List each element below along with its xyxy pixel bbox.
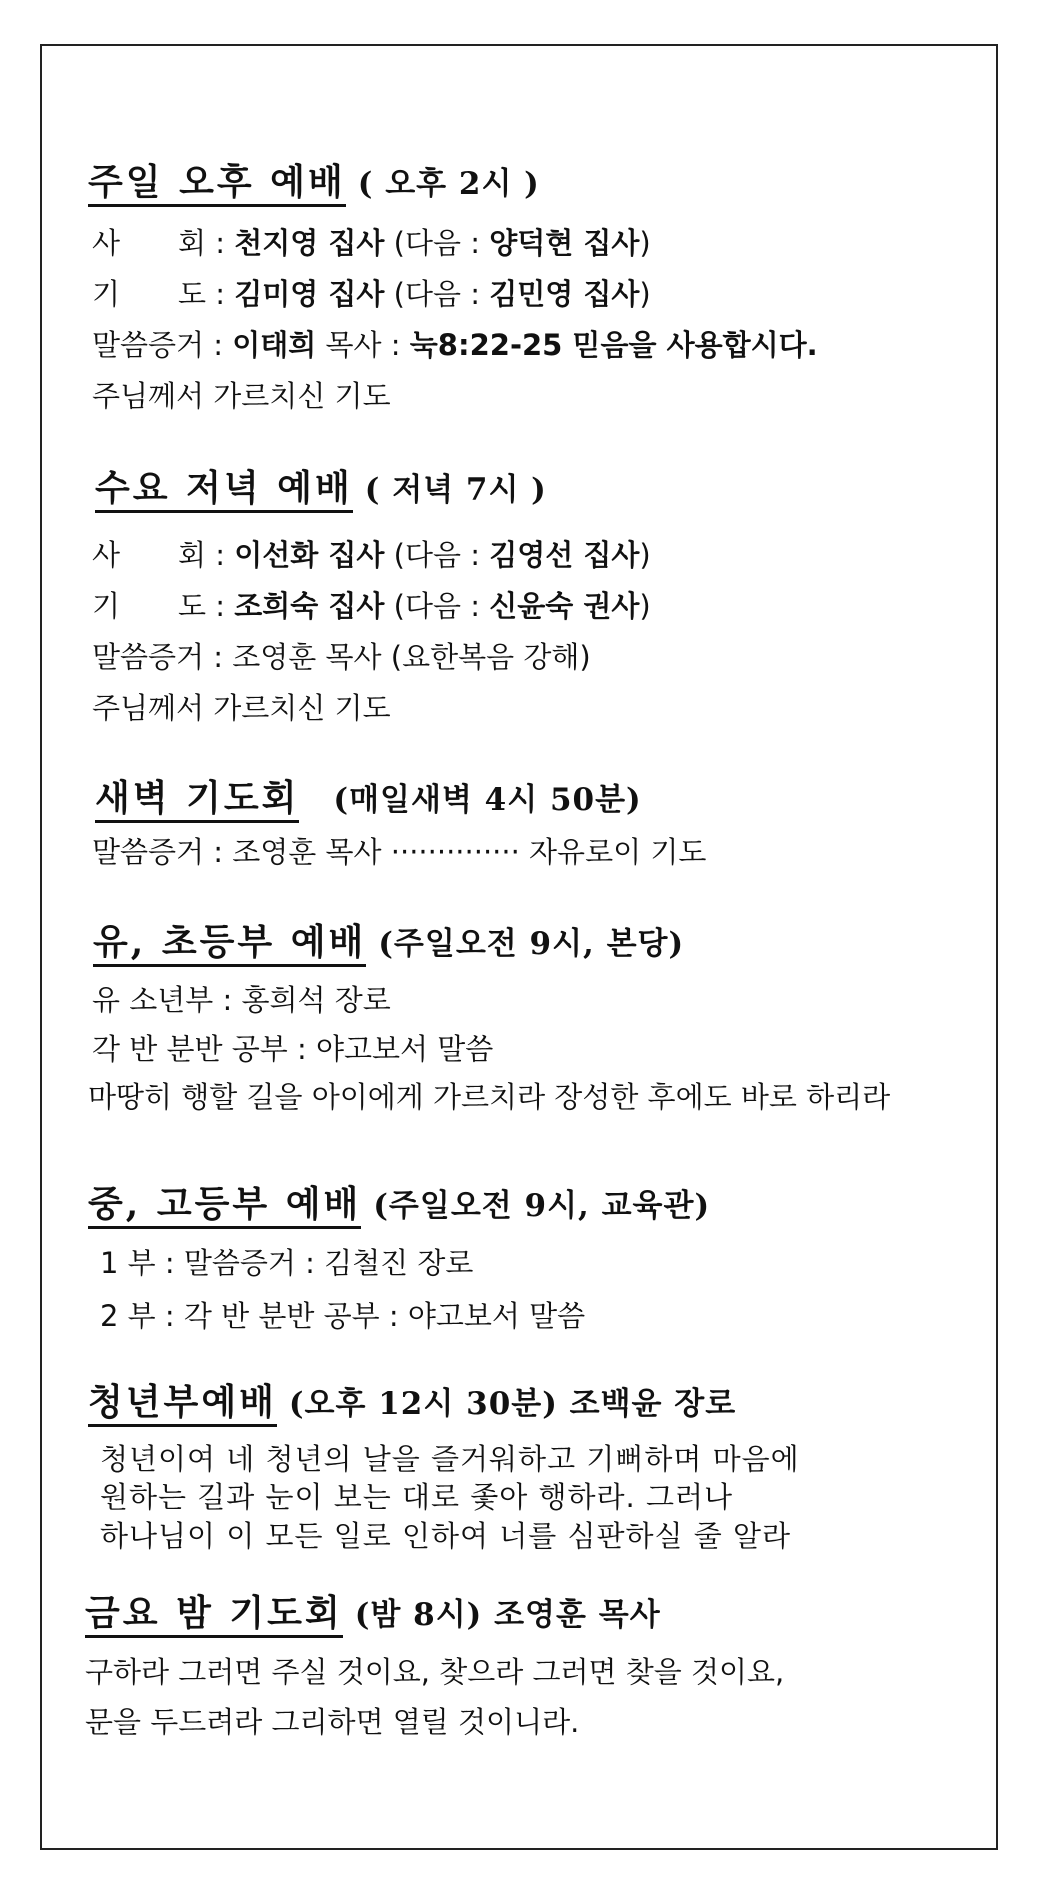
preacher-name: 이태희 — [232, 328, 317, 362]
prayer-line — [92, 586, 651, 626]
paren-close: ) — [639, 226, 651, 260]
label-part: 회 — [178, 226, 207, 260]
next-label: (다음 : — [384, 589, 490, 623]
part2-line: 2 부 : 각 반 분반 공부 : 야고보서 말씀 — [100, 1299, 586, 1333]
next-label: (다음 : — [384, 226, 490, 260]
next-presider-name: 김영선 집사 — [489, 538, 640, 572]
verse-line: 마땅히 행할 길을 아이에게 가르치라 장성한 후에도 바로 하리라 — [88, 1080, 891, 1114]
section-title-text: 유, 초등부 예배 — [93, 921, 366, 967]
prayer-leader-name: 조희숙 집사 — [234, 589, 385, 623]
preacher-role: 목사 : — [316, 328, 410, 362]
paren-close: ) — [639, 589, 651, 623]
presider-name: 천지영 집사 — [234, 226, 385, 260]
colon: : — [206, 589, 235, 623]
leader-line: 유 소년부 : 홍희석 장로 — [92, 983, 391, 1017]
verse-line: 문을 두드려라 그리하면 열릴 것이니라. — [85, 1705, 580, 1739]
section-title-text: 주일 오후 예배 — [88, 161, 346, 207]
section-subtitle: (주일오전 9시, 교육관) — [373, 1188, 711, 1224]
sermon-line: 말씀증거 : 조영훈 목사 (요한복음 강해) — [92, 640, 591, 674]
section-title-youth — [88, 1182, 710, 1228]
section-title-friday-prayer — [85, 1591, 661, 1637]
verse-line: 원하는 길과 눈이 보는 대로 좇아 행하라. 그러나 — [100, 1480, 734, 1514]
sermon-line — [92, 325, 818, 365]
section-title-dawn-prayer — [95, 776, 642, 822]
section-subtitle: (오후 12시 30분) 조백윤 장로 — [288, 1386, 737, 1422]
prayer-line — [92, 274, 651, 314]
presider-line — [92, 223, 651, 263]
study-line: 각 반 분반 공부 : 야고보서 말씀 — [92, 1032, 494, 1066]
colon: : — [206, 538, 235, 572]
sermon-line: 말씀증거 : 조영훈 목사 ·············· 자유로이 기도 — [92, 835, 707, 869]
section-title-wednesday-evening — [95, 466, 547, 512]
next-label: (다음 : — [384, 538, 490, 572]
section-title-text: 금요 밤 기도회 — [85, 1592, 343, 1638]
section-title-sunday-afternoon — [88, 160, 540, 206]
lords-prayer-line: 주님께서 가르치신 기도 — [92, 379, 391, 413]
section-subtitle: (매일새벽 4시 50분) — [333, 782, 642, 818]
paren-close: ) — [639, 538, 651, 572]
label-part: 사 — [92, 538, 121, 572]
colon: : — [206, 277, 235, 311]
sermon-label: 말씀증거 — [92, 328, 205, 362]
section-title-young-adult — [88, 1380, 736, 1426]
section-title-text: 수요 저녁 예배 — [95, 467, 353, 513]
next-prayer-leader-name: 신윤숙 권사 — [489, 589, 640, 623]
prayer-leader-name: 김미영 집사 — [234, 277, 385, 311]
section-subtitle: ( 저녁 7시 ) — [364, 472, 547, 508]
next-label: (다음 : — [384, 277, 490, 311]
section-title-text: 청년부예배 — [88, 1381, 277, 1427]
section-title-children — [93, 920, 684, 966]
colon: : — [204, 328, 233, 362]
next-prayer-leader-name: 김민영 집사 — [489, 277, 640, 311]
label-part: 회 — [178, 538, 207, 572]
verse-line: 하나님이 이 모든 일로 인하여 너를 심판하실 줄 알라 — [100, 1519, 792, 1553]
lords-prayer-line: 주님께서 가르치신 기도 — [92, 691, 391, 725]
sermon-title: 눅8:22-25 믿음을 사용합시다. — [409, 328, 818, 362]
section-subtitle: (밤 8시) 조영훈 목사 — [354, 1597, 661, 1633]
presider-name: 이선화 집사 — [234, 538, 385, 572]
next-presider-name: 양덕현 집사 — [489, 226, 640, 260]
section-title-text: 중, 고등부 예배 — [88, 1183, 361, 1229]
label-part: 사 — [92, 226, 121, 260]
section-title-text: 새벽 기도회 — [95, 777, 299, 823]
label-part: 기 — [92, 277, 121, 311]
label-part: 도 — [178, 277, 207, 311]
label-part: 기 — [92, 589, 121, 623]
colon: : — [206, 226, 235, 260]
label-part: 도 — [178, 589, 207, 623]
part1-line: 1 부 : 말씀증거 : 김철진 장로 — [100, 1246, 474, 1280]
verse-line: 구하라 그러면 주실 것이요, 찾으라 그러면 찾을 것이요, — [85, 1655, 785, 1689]
paren-close: ) — [639, 277, 651, 311]
section-subtitle: ( 오후 2시 ) — [357, 166, 540, 202]
verse-line: 청년이여 네 청년의 날을 즐거워하고 기뻐하며 마음에 — [100, 1442, 800, 1476]
presider-line — [92, 535, 651, 575]
section-subtitle: (주일오전 9시, 본당) — [378, 926, 685, 962]
